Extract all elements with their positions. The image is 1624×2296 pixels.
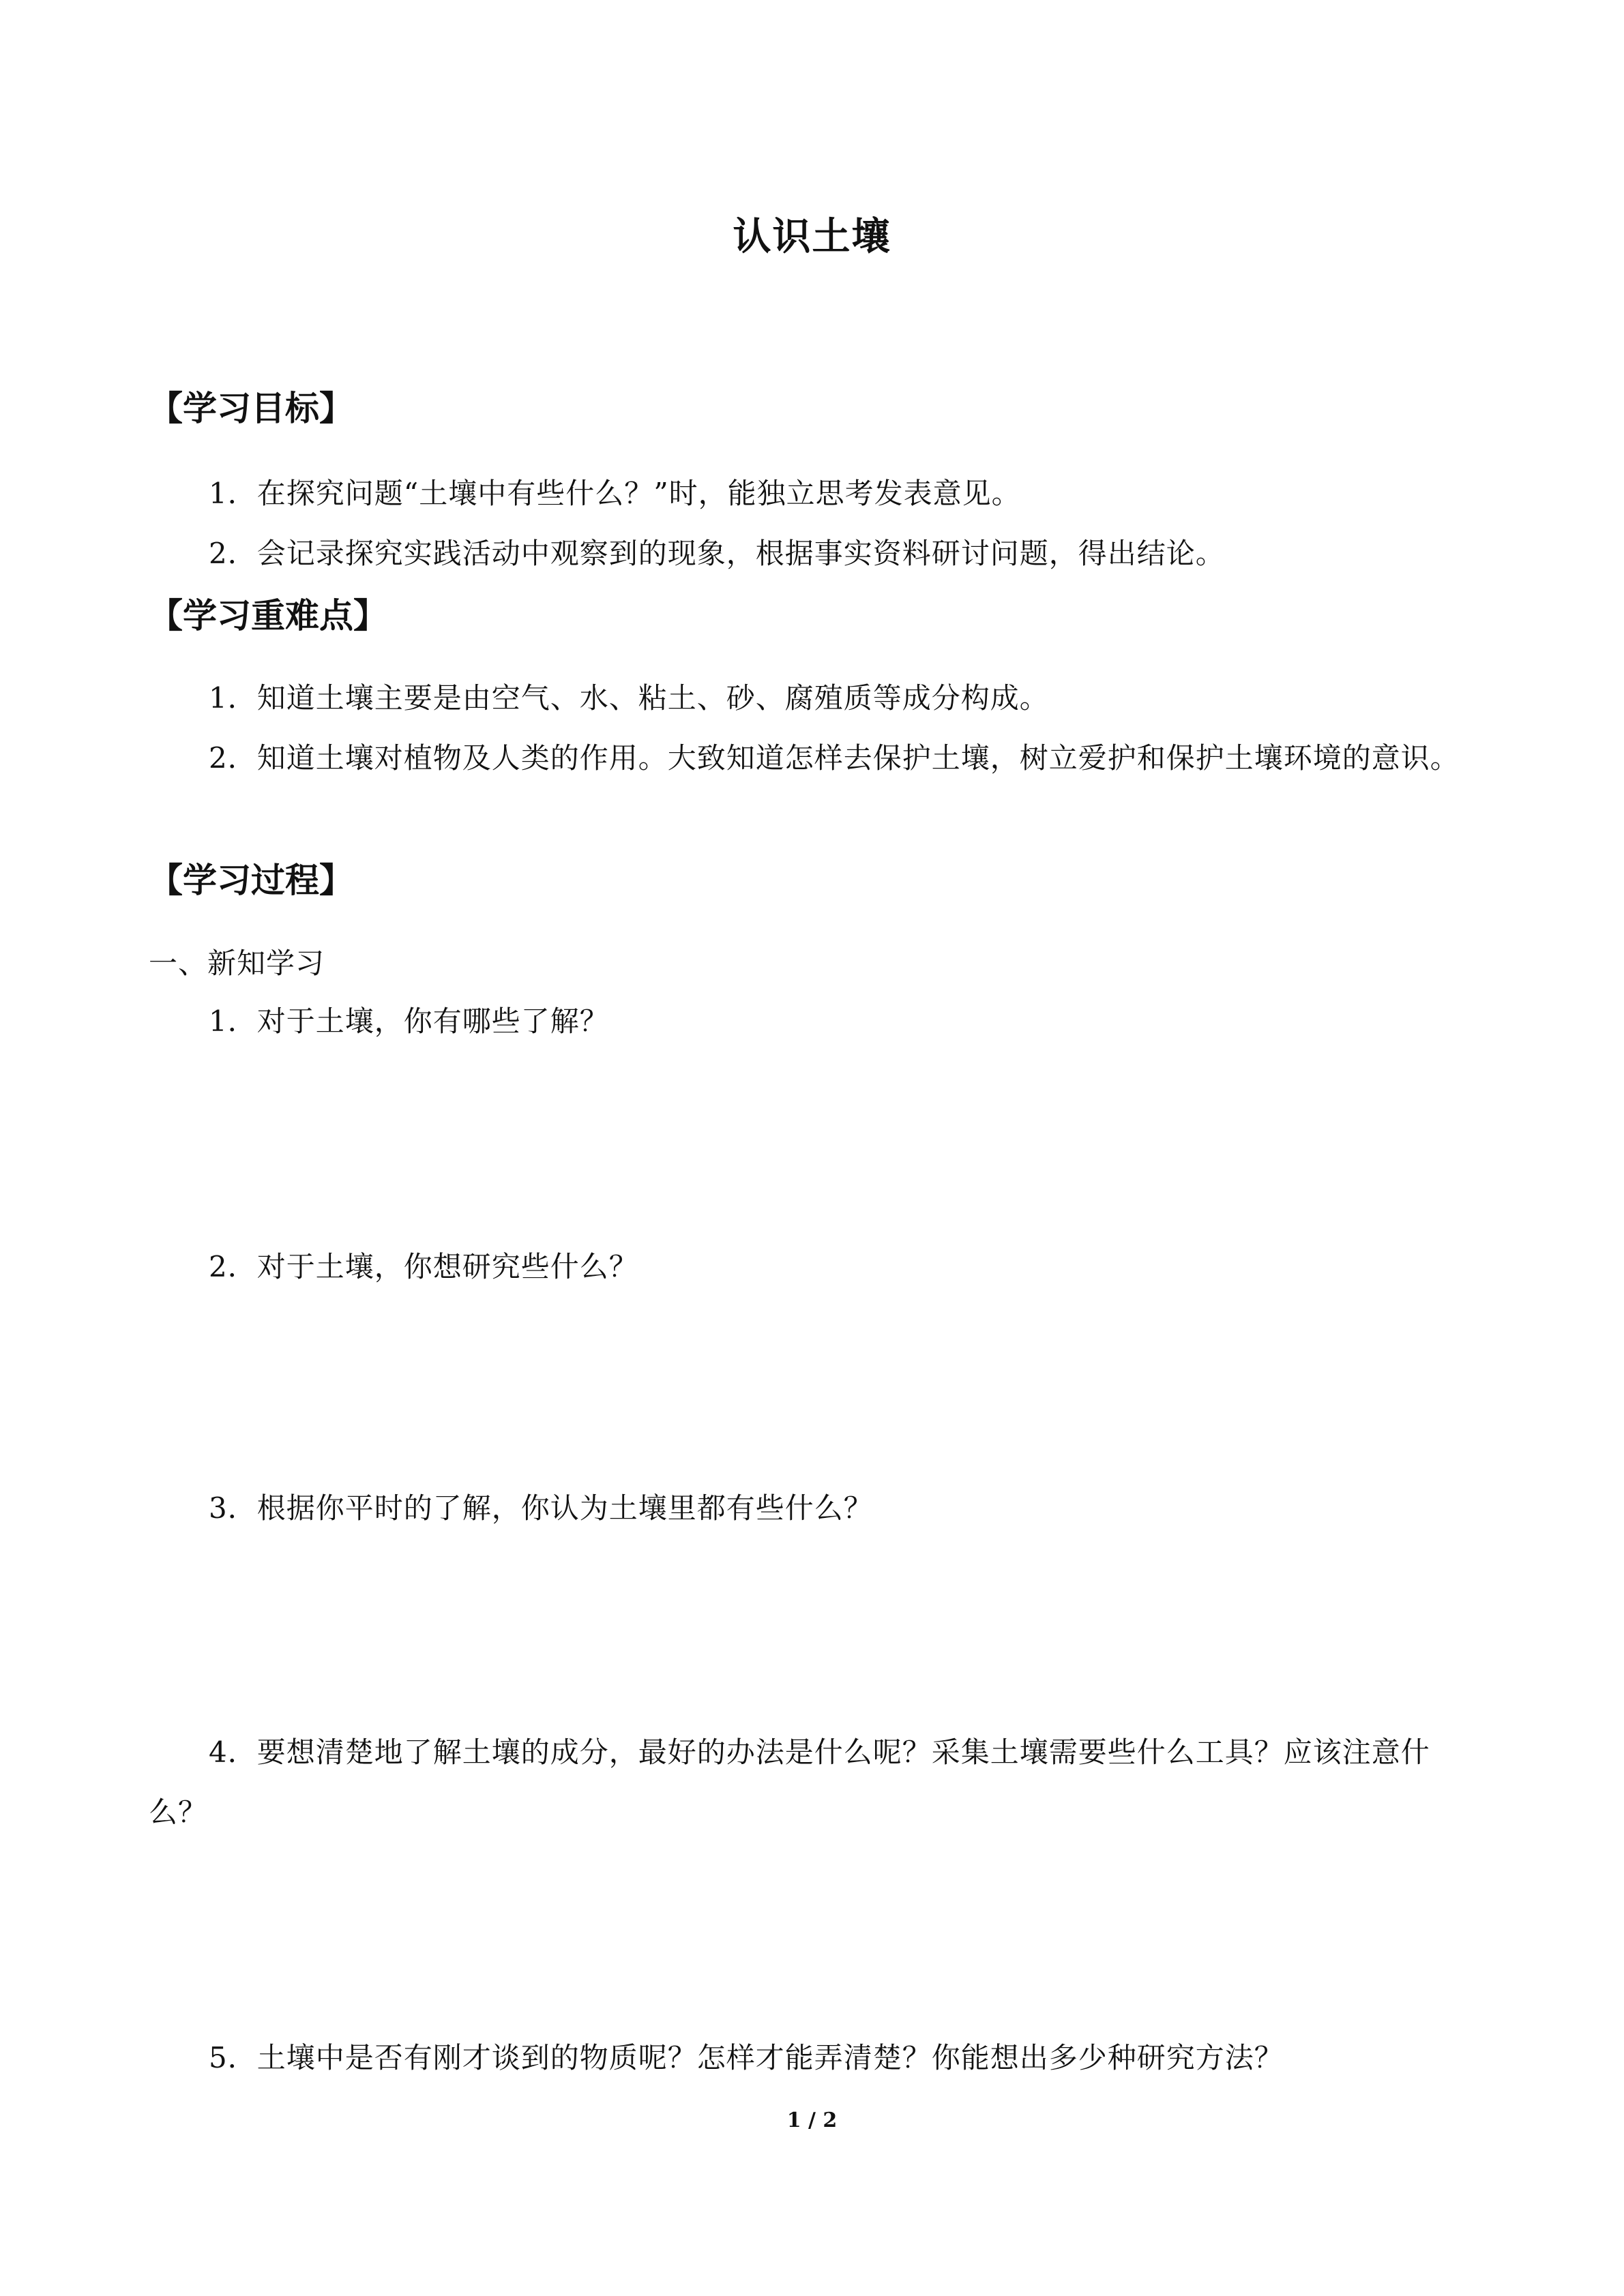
question-4: 4．要想清楚地了解土壤的成分，最好的办法是什么呢？采集土壤需要些什么工具？应该注意什么？ [149, 1735, 1430, 1829]
key-point-item-1: 1．知道土壤主要是由空气、水、粘土、砂、腐殖质等成分构成。 [209, 681, 1049, 715]
section-heading-process: 【学习过程】 [149, 861, 353, 900]
key-point-item-2: 2．知道土壤对植物及人类的作用。大致知道怎样去保护土壤，树立爱护和保护土壤环境的意识。 [209, 741, 1460, 775]
section-heading-objectives: 【学习目标】 [149, 389, 353, 428]
document-title: 认识土壤 [733, 215, 891, 259]
objective-item-1: 1．在探究问题“土壤中有些什么？”时，能独立思考发表意见。 [209, 477, 1021, 510]
page-number: 1 / 2 [786, 2108, 838, 2132]
question-2: 2．对于土壤，你想研究些什么？ [209, 1250, 638, 1283]
objective-item-2: 2．会记录探究实践活动中观察到的现象，根据事实资料研讨问题，得出结论。 [209, 537, 1225, 570]
question-1: 1．对于土壤，你有哪些了解？ [209, 1004, 609, 1038]
subsection-new-knowledge: 一、新知学习 [149, 946, 325, 980]
section-heading-key-points: 【学习重难点】 [149, 596, 387, 636]
question-5: 5．土壤中是否有刚才谈到的物质呢？怎样才能弄清楚？你能想出多少种研究方法？ [209, 2041, 1284, 2074]
question-3: 3．根据你平时的了解，你认为土壤里都有些什么？ [209, 1491, 873, 1525]
